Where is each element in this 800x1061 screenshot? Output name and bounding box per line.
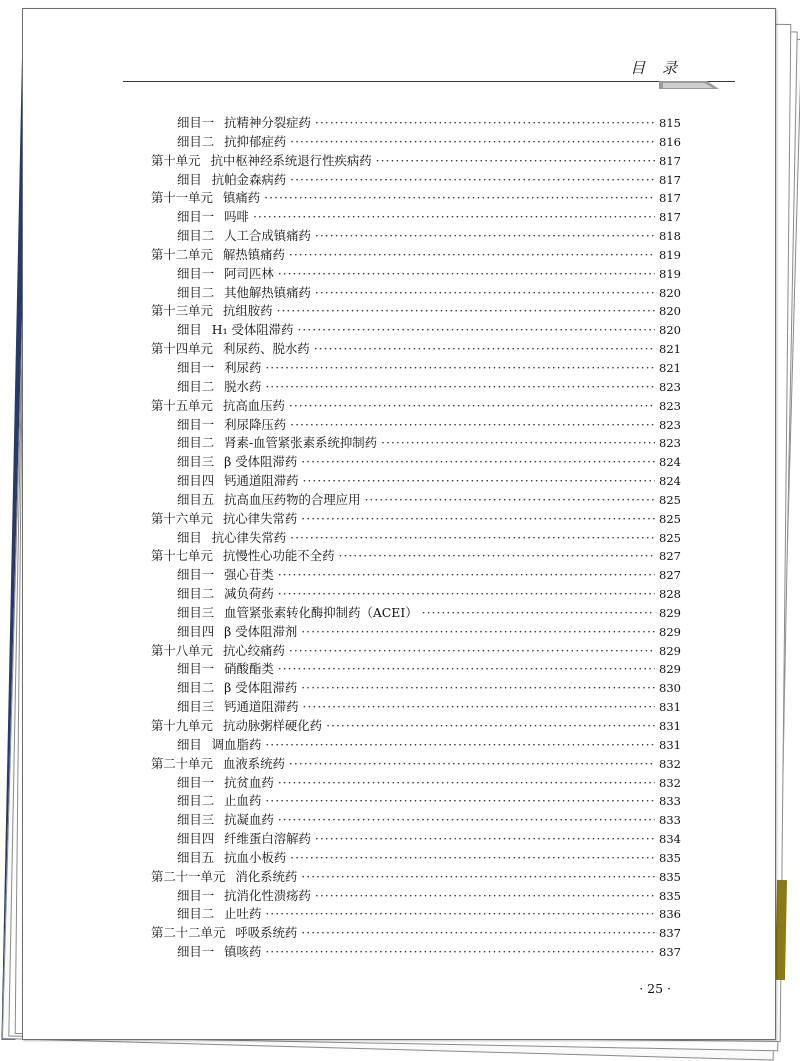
toc-entry-prefix: 细目二 [177,133,215,149]
toc-unit-row[interactable] [151,509,681,528]
toc-item-row[interactable] [151,791,681,810]
toc-entry-title: 抗心绞痛药 [222,642,285,658]
toc-entry-label [177,603,418,621]
toc-leader-dots [301,925,655,940]
toc-entry-title: 钙通道阻滞药 [224,473,299,489]
toc-page-number: 836 [659,907,681,922]
toc-leader-dots [290,134,655,149]
toc-item-row[interactable] [151,377,681,396]
toc-entry-title: 肾素-血管紧张素系统抑制药 [224,435,378,451]
toc-entry-prefix: 第二十二单元 [151,925,226,941]
toc-entry-title: 血液系统药 [222,755,285,771]
toc-unit-row[interactable] [151,546,681,565]
toc-leader-dots [301,454,655,469]
toc-entry-title: 抗动脉粥样硬化药 [222,718,323,733]
toc-page-number: 835 [659,888,681,903]
toc-entry-prefix: 细目一 [177,944,215,960]
toc-entry-label [177,207,249,225]
toc-entry-title: 抗高血压药 [222,397,285,413]
toc-entry-prefix: 细目一 [177,265,215,281]
toc-entry-label [177,678,297,696]
toc-entry-title: 利尿药 [224,359,262,375]
toc-page-number: 823 [659,398,681,413]
toc-entry-title: 人工合成镇痛药 [224,228,311,244]
toc-entry-title: 血管紧张素转化酶抑制药（ACEI） [224,604,418,620]
toc-entry-title: 抗心律失常药 [211,529,287,545]
toc-entry-label [177,810,274,828]
toc-item-row[interactable] [151,829,681,848]
toc-leader-dots [278,266,655,281]
toc-entry-label [177,904,261,922]
toc-entry-label [151,867,297,885]
toc-leader-dots [265,944,655,959]
header-rule [123,81,735,82]
toc-item-row[interactable] [151,132,681,151]
toc-entry-title: 抗血小板药 [224,849,287,865]
toc-leader-dots [376,153,655,168]
toc-entry-label [177,452,297,470]
toc-entry-prefix: 细目四 [177,473,215,489]
toc-page-number: 823 [659,417,681,432]
toc-item-row[interactable] [151,452,681,471]
toc-entry-label [177,848,286,866]
toc-entry-prefix: 第十五单元 [151,397,213,413]
toc-page-number: 824 [659,474,681,489]
toc-page-number: 827 [659,549,681,564]
toc-leader-dots [290,417,655,432]
toc-item-row[interactable] [151,226,681,245]
toc-entry-label [177,659,274,677]
toc-unit-row[interactable] [151,188,681,207]
toc-entry-prefix: 细目三 [177,699,215,715]
toc-leader-dots [326,718,655,733]
toc-item-row[interactable] [151,490,681,509]
toc-entry-prefix: 细目一 [177,209,215,225]
toc-entry-label [177,528,286,546]
toc-page-number: 817 [659,153,681,168]
toc-entry-prefix: 第十单元 [151,152,201,168]
toc-unit-row[interactable] [151,245,681,264]
toc-entry-title: 脱水药 [224,378,262,394]
toc-page-number: 825 [659,511,681,526]
toc-entry-prefix: 细目三 [177,812,215,828]
toc-item-row[interactable] [151,320,681,339]
toc-entry-label [151,716,322,734]
toc-entry-title: β 受体阻滞药 [224,454,298,470]
toc-entry-label [177,791,261,809]
toc-leader-dots [315,888,655,903]
toc-entry-prefix: 细目二 [177,906,215,922]
toc-entry-label [151,509,297,527]
toc-page-number: 827 [659,568,681,583]
toc-entry-prefix: 细目二 [177,435,215,451]
toc-entry-prefix: 细目 [177,171,202,187]
toc-entry-title: 抗组胺药 [222,303,273,319]
toc-entry-title: 抗抑郁症药 [224,133,287,149]
toc-entry-title: 止吐药 [224,906,262,922]
toc-entry-prefix: 细目一 [177,416,215,432]
toc-leader-dots [301,511,655,526]
toc-entry-title: 镇咳药 [224,944,262,960]
toc-entry-prefix: 细目五 [177,849,215,865]
toc-page-number: 817 [659,191,681,206]
toc-page-number: 829 [659,624,681,639]
toc-unit-row[interactable] [151,867,681,886]
stacked-page-edge-olive [775,880,787,980]
toc-page-number: 824 [659,455,681,470]
toc-item-row[interactable] [151,697,681,716]
toc-entry-label [151,188,260,206]
toc-leader-dots [315,831,655,846]
toc-leader-dots [290,850,655,865]
toc-item-row[interactable] [151,264,681,283]
toc-item-row[interactable] [151,433,681,452]
toc-unit-row[interactable] [151,301,681,320]
toc-entry-title: 其他解热镇痛药 [224,284,311,300]
toc-item-row[interactable] [151,207,681,226]
toc-leader-dots [289,756,655,771]
toc-leader-dots [278,567,655,582]
toc-leader-dots [315,285,655,300]
toc-page-number: 823 [659,436,681,451]
toc-entry-title: 钙通道阻滞药 [224,699,299,715]
toc-unit-row[interactable] [151,396,681,415]
toc-entry-prefix: 细目 [177,322,202,338]
toc-page-number: 821 [659,360,681,375]
toc-entry-label [151,151,372,169]
toc-page-number: 816 [659,134,681,149]
toc-item-row[interactable] [151,170,681,189]
toc-entry-title: 硝酸酯类 [224,661,274,677]
toc-leader-dots [301,869,655,884]
toc-item-row[interactable] [151,942,681,961]
toc-entry-title: 消化系统药 [235,868,298,884]
toc-leader-dots [264,190,655,205]
toc-item-row[interactable] [151,678,681,697]
toc-leader-dots [301,624,655,639]
toc-entry-prefix: 细目一 [177,661,215,677]
toc-entry-prefix: 第二十一单元 [151,868,226,884]
toc-leader-dots [265,379,655,394]
toc-leader-dots [303,699,655,714]
toc-entry-label [177,697,299,715]
toc-page-number: 819 [659,247,681,262]
toc-leader-dots [265,737,655,752]
toc-page-number: 833 [659,813,681,828]
toc-leader-dots [265,360,655,375]
toc-entry-label [177,829,311,847]
toc-entry-label [177,283,311,301]
toc-entry-title: 镇痛药 [222,190,261,206]
toc-item-row[interactable] [151,415,681,434]
toc-entry-title: 抗慢性心功能不全药 [222,548,335,564]
toc-entry-label [177,415,286,433]
toc-item-row[interactable] [151,584,681,603]
toc-unit-row[interactable] [151,151,681,170]
toc-entry-label [151,245,285,263]
toc-page-number: 817 [659,172,681,187]
toc-entry-label [151,923,297,941]
toc-entry-title: 抗中枢神经系统退行性疾病药 [210,152,372,168]
toc-leader-dots [253,209,655,224]
toc-page-number: 829 [659,605,681,620]
toc-entry-label [151,396,285,414]
toc-leader-dots [338,548,655,563]
toc-unit-row[interactable] [151,339,681,358]
toc-leader-dots [278,661,655,676]
toc-entry-label [151,339,310,357]
toc-page-number: 817 [659,210,681,225]
toc-leader-dots [315,115,655,130]
toc-entry-title: 抗帕金森病药 [211,171,287,187]
toc-entry-title: H₁ 受体阻滞药 [211,322,294,338]
toc-entry-label [177,735,261,753]
toc-entry-prefix: 细目二 [177,228,215,244]
toc-entry-label [177,584,274,602]
toc-entry-label [177,113,311,131]
toc-entry-label [177,264,274,282]
toc-entry-prefix: 细目二 [177,284,215,300]
toc-page-number: 825 [659,492,681,507]
toc-unit-row[interactable] [151,641,681,660]
toc-entry-label [177,358,261,376]
toc-unit-row[interactable] [151,754,681,773]
toc-entry-prefix: 细目四 [177,831,215,847]
toc-page-number: 832 [659,775,681,790]
toc-page-number: 831 [659,719,681,733]
toc-page-number: 820 [659,323,681,338]
toc-entry-title: 调血脂药 [211,736,262,752]
toc-entry-title: 纤维蛋白溶解药 [224,831,311,847]
toc-entry-label [177,433,377,451]
toc-item-row[interactable] [151,886,681,905]
toc-entry-prefix: 细目二 [177,586,215,602]
toc-entry-title: β 受体阻滞剂 [224,623,298,639]
toc-entry-prefix: 第十四单元 [151,341,213,357]
toc-entry-label [177,132,286,150]
toc-page-number: 831 [659,700,681,715]
toc-page-number: 821 [659,342,681,357]
toc-entry-label [177,565,274,583]
toc-item-row[interactable] [151,810,681,829]
toc-leader-dots [289,398,655,413]
toc-entry-label [177,226,311,244]
toc-entry-prefix: 第十九单元 [151,718,213,733]
toc-page-number: 832 [659,756,681,771]
toc-entry-prefix: 细目三 [177,604,215,620]
header-tab-decoration-icon [659,75,719,89]
toc-page-number: 835 [659,850,681,865]
toc-leader-dots [297,322,655,337]
toc-item-row[interactable] [151,528,681,547]
toc-entry-label [177,320,293,338]
toc-entry-label [151,301,273,319]
toc-entry-title: 呼吸系统药 [235,925,298,941]
toc-leader-dots [314,341,655,356]
toc-entry-label [177,942,261,960]
toc-entry-label [177,471,299,489]
toc-leader-dots [422,605,655,620]
toc-entry-title: 抗凝血药 [224,812,274,828]
toc-leader-dots [303,473,655,488]
toc-page-number: 819 [659,266,681,281]
toc-page-number: 837 [659,945,681,960]
toc-item-row[interactable] [151,358,681,377]
toc-entry-prefix: 细目一 [177,115,215,130]
toc-entry-label [177,773,274,791]
toc-page-number: 829 [659,662,681,677]
toc-leader-dots [278,586,655,601]
toc-entry-prefix: 第十六单元 [151,510,213,526]
toc-item-row[interactable] [151,735,681,754]
toc-page-number: 820 [659,304,681,319]
toc-entry-title: 抗心律失常药 [222,510,298,526]
toc-entry-title: 减负荷药 [224,586,274,602]
toc-entry-prefix: 细目 [177,529,202,545]
toc-entry-label [177,886,311,904]
toc-item-row[interactable] [151,603,681,622]
toc-entry-prefix: 第十七单元 [151,548,213,564]
toc-entry-prefix: 第十三单元 [151,303,213,319]
toc-entry-prefix: 细目四 [177,623,215,639]
toc-page-number: 825 [659,530,681,545]
toc-entry-title: 吗啡 [224,209,249,225]
toc-leader-dots [278,775,655,790]
toc-item-row[interactable] [151,622,681,641]
toc-leader-dots [290,530,655,545]
toc-entry-title: β 受体阻滞药 [224,680,298,696]
toc-entry-label [177,490,360,508]
toc-leader-dots [381,435,655,450]
toc-entry-prefix: 细目五 [177,491,215,507]
toc-entry-title: 止血药 [224,793,262,809]
toc-page-number: 818 [659,229,681,244]
toc-page-number: 828 [659,587,681,602]
toc-leader-dots [315,228,655,243]
toc-entry-label [151,754,285,772]
toc-entry-title: 阿司匹林 [224,265,274,281]
toc-entry-prefix: 细目一 [177,887,215,903]
toc-leader-dots [290,172,655,187]
toc-page-number: 835 [659,869,681,884]
toc-unit-row[interactable] [151,923,681,942]
toc-page-number: 820 [659,285,681,300]
toc-entry-title: 利尿药、脱水药 [222,341,310,357]
toc-leader-dots [364,492,655,507]
toc-entry-prefix: 细目二 [177,680,215,696]
toc-leader-dots [289,643,655,658]
toc-entry-title: 抗精神分裂症药 [224,115,311,130]
toc-entry-prefix: 细目一 [177,359,215,375]
toc-page-number: 829 [659,643,681,658]
toc-item-row[interactable] [151,283,681,302]
toc-entry-prefix: 细目 [177,736,202,752]
toc-leader-dots [289,247,655,262]
toc-entry-title: 强心苷类 [224,567,274,583]
toc-page-number: 815 [659,116,681,130]
toc-leader-dots [301,680,655,695]
toc-entry-prefix: 细目二 [177,793,215,809]
toc-item-row[interactable] [151,659,681,678]
page-number: · 25 · [639,981,671,996]
toc-page-number: 831 [659,737,681,752]
toc-page-number: 837 [659,926,681,941]
toc-item-row[interactable] [151,773,681,792]
toc-unit-row[interactable] [151,716,681,735]
toc-entry-label [151,641,285,659]
book-page [22,8,776,1040]
toc-entry-prefix: 第二十单元 [151,755,213,771]
toc-entry-prefix: 细目二 [177,378,215,394]
toc-entry-prefix: 第十一单元 [151,190,213,206]
toc-item-row[interactable] [151,113,681,132]
toc-page-number: 823 [659,379,681,394]
toc-leader-dots [278,812,655,827]
toc-item-row[interactable] [151,848,681,867]
toc-entry-prefix: 细目一 [177,567,215,583]
toc-page-number: 834 [659,832,681,847]
toc-leader-dots [277,303,655,318]
toc-leader-dots [265,793,655,808]
toc-entry-label [177,170,286,188]
toc-entry-prefix: 细目一 [177,774,215,790]
toc-entry-prefix: 第十二单元 [151,246,213,262]
table-of-contents [151,113,681,961]
toc-entry-prefix: 第十八单元 [151,642,213,658]
toc-entry-title: 抗高血压药物的合理应用 [224,491,361,507]
toc-item-row[interactable] [151,904,681,923]
toc-entry-title: 利尿降压药 [224,416,287,432]
toc-item-row[interactable] [151,565,681,584]
toc-entry-title: 抗消化性溃疡药 [224,887,311,903]
toc-page-number: 830 [659,681,681,696]
toc-entry-label [177,377,261,395]
toc-entry-prefix: 细目三 [177,454,215,470]
toc-page-number: 833 [659,794,681,809]
toc-leader-dots [265,906,655,921]
toc-entry-title: 解热镇痛药 [222,246,285,262]
toc-item-row[interactable] [151,471,681,490]
toc-entry-title: 抗贫血药 [224,774,274,790]
toc-entry-label [177,622,297,640]
page-header-title: 目 录 [630,59,683,77]
toc-entry-label [151,546,334,564]
